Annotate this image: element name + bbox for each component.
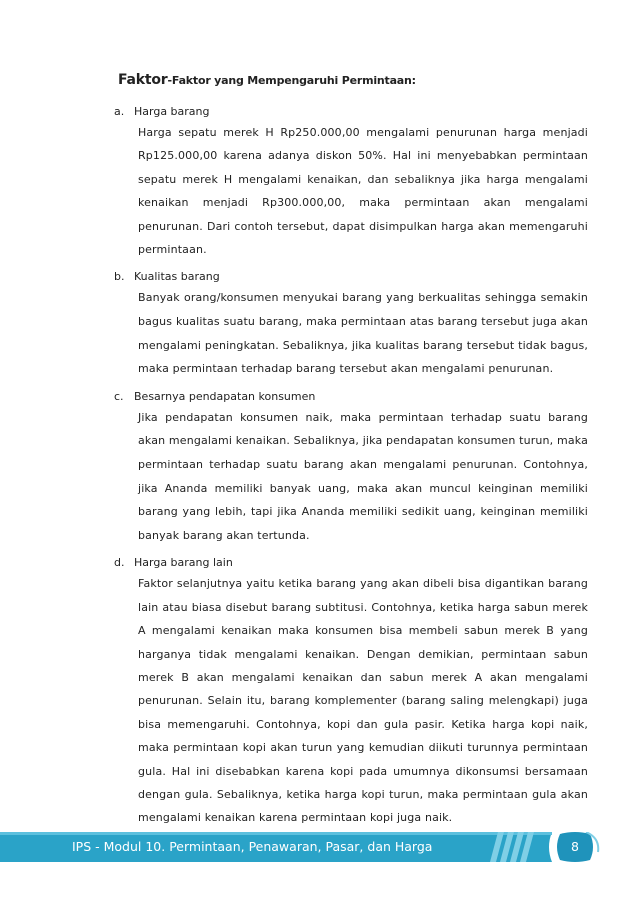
list-letter: b. <box>114 270 125 284</box>
list-letter: d. <box>114 556 125 570</box>
factor-section-a <box>114 102 588 261</box>
factor-title: Besarnya pendapatan konsumen <box>134 389 316 403</box>
factor-title: Kualitas barang <box>134 270 220 284</box>
factor-paragraph: Jika pendapatan konsumen naik, maka permintaan terhadap suatu barang akan mengalami kenaikan. Sebaliknya, jika pendapatan konsumen turun, maka permintaan terhadap suatu barang akan mengalami penurunan. Contohnya, jika Ananda memiliki banyak uang, maka akan muncul keinginan memiliki barang yang lebih, tapi jika Ananda memiliki sedikit uang, keinginan memiliki banyak barang akan tertunda. <box>138 410 588 542</box>
factor-title-row <box>114 267 588 286</box>
factor-title-row <box>114 102 588 121</box>
heading-rest: -Faktor yang Mempengaruhi Permintaan: <box>167 74 416 87</box>
list-letter: a. <box>114 105 125 118</box>
factor-title-row <box>114 553 588 572</box>
factor-section-d <box>114 553 588 829</box>
footer-module-title: IPS - Modul 10. Permintaan, Penawaran, Pasar, dan Harga <box>72 839 433 854</box>
factor-section-c <box>114 387 588 548</box>
factor-title: Harga barang lain <box>134 556 233 570</box>
factor-title: Harga barang <box>134 105 210 118</box>
factor-paragraph: Harga sepatu merek H Rp250.000,00 mengalami penurunan harga menjadi Rp125.000,00 karena adanya diskon 50%. Hal ini menyebabkan permintaan sepatu merek H mengalami kenaikan, dan sebaliknya jika harga mengalami kenaikan menjadi Rp300.000,00, maka permintaan akan mengalami penurunan. Dari contoh tersebut, dapat disimpulkan harga akan memengaruhi permintaan. <box>138 126 588 257</box>
footer-band-highlight <box>0 832 552 835</box>
section-heading <box>118 72 588 88</box>
page-number: 8 <box>571 839 579 854</box>
factor-section-b <box>114 267 588 380</box>
document-body <box>114 72 588 836</box>
page-footer <box>0 832 638 862</box>
factor-title-row <box>114 387 588 406</box>
factor-paragraph: Faktor selanjutnya yaitu ketika barang yang akan dibeli bisa digantikan barang lain atau biasa disebut barang subtitusi. Contohnya, ketika harga sabun merek A mengalami kenaikan maka konsumen bisa membeli sabun merek B yang harganya tidak mengalami kenaikan. Dengan demikian, permintaan sabun merek B akan mengalami kenaikan dan sabun merek A akan mengalami penurunan. Selain itu, barang komplementer (barang saling melengkapi) juga bisa memengaruhi. Contohnya, kopi dan gula pasir. Ketika harga kopi naik, maka permintaan kopi akan turun yang kemudian diikuti turunnya permintaan gula. Hal ini disebabkan karena kopi pada umumnya dikonsumsi bersamaan dengan gula. Sebaliknya, ketika harga kopi turun, maka permintaan gula akan mengalami kenaikan karena permintaan kopi juga naik. <box>138 577 588 825</box>
list-letter: c. <box>114 389 124 403</box>
factor-paragraph: Banyak orang/konsumen menyukai barang yang berkualitas sehingga semakin bagus kualitas suatu barang, maka permintaan atas barang tersebut juga akan mengalami peningkatan. Sebaliknya, jika kualitas barang tersebut tidak bagus, maka permintaan terhadap barang tersebut akan mengalami penurunan. <box>138 291 588 376</box>
heading-bold: Faktor <box>118 72 168 88</box>
